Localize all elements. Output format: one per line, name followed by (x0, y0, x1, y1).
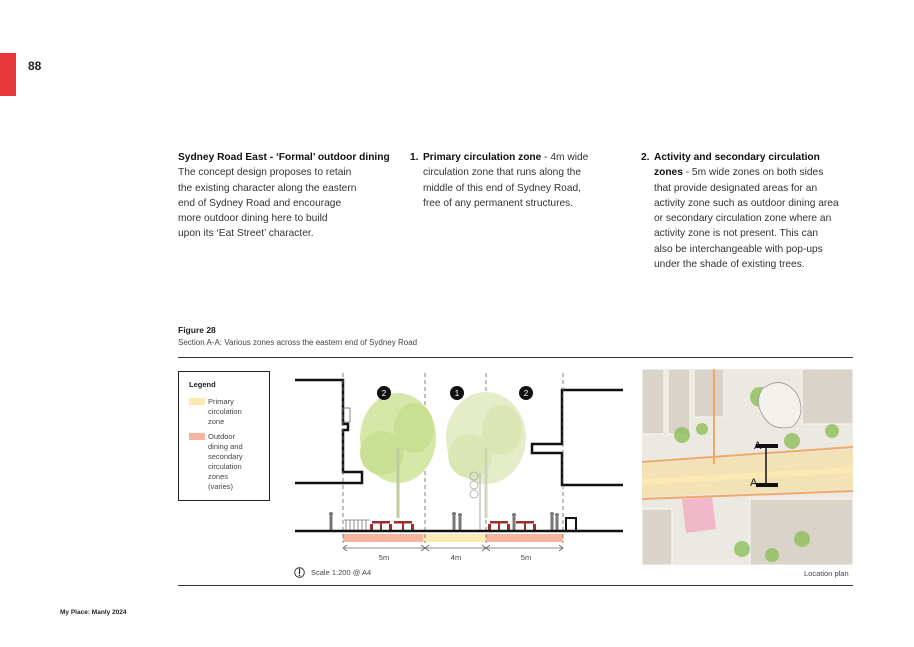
scale-text: Scale 1:200 @ A4 (311, 568, 372, 577)
zone1-line: circulation zone that runs along the (423, 167, 582, 179)
zone-band-center (423, 534, 486, 542)
zone2-line: activity zone is not present. This can (654, 228, 819, 240)
zone2-column (641, 150, 856, 272)
figure-title: Figure 28 (178, 325, 216, 335)
legend-text: circulation (208, 407, 242, 416)
zone2-line: under the shade of existing trees. (654, 259, 805, 271)
building-left (295, 380, 362, 483)
fence (344, 520, 370, 531)
legend-swatch-primary (189, 398, 205, 405)
kiosk (566, 518, 576, 531)
zone2-line: that provide designated areas for an (654, 182, 818, 194)
dining-set-left (370, 521, 414, 531)
svg-text:2: 2 (381, 389, 387, 398)
legend-text: zone (208, 417, 225, 426)
intro-line: more outdoor dining here to build (178, 213, 328, 225)
intro-column (178, 150, 393, 242)
intro-line: the existing character along the eastern (178, 182, 357, 194)
zone-marker-left (377, 386, 391, 400)
location-plan-label: Location plan (804, 569, 849, 578)
section-letter: A (754, 440, 762, 452)
legend-text: secondary (208, 452, 243, 461)
section-letter: A (750, 477, 758, 489)
zone2-line: activity zone such as outdoor dining area (654, 197, 839, 209)
zone2-line: also be interchangeable with pop-ups (654, 243, 823, 255)
legend-box (178, 371, 270, 501)
legend-text: dining and (208, 442, 243, 451)
legend-title: Legend (189, 380, 216, 389)
dining-set-right (488, 521, 536, 531)
figure-top-rule (178, 357, 853, 358)
section-drawing (290, 368, 625, 566)
intro-line: end of Sydney Road and encourage (178, 197, 342, 209)
zone-marker-center (450, 386, 464, 400)
dimension-label: 5m (378, 553, 390, 562)
page-number: 88 (28, 59, 42, 73)
legend-text: Primary (208, 397, 234, 406)
svg-text:1: 1 (454, 389, 460, 398)
zone1-column (410, 150, 610, 211)
zone1-line: middle of this end of Sydney Road, (423, 182, 582, 194)
page-accent-tab (0, 53, 16, 96)
zone2-line: or secondary circulation zone where an (654, 213, 832, 225)
tree-right (446, 392, 526, 518)
zone1-title: Primary circulation zone (423, 152, 542, 163)
dimension-label: 4m (450, 553, 462, 562)
zone1-title-rest: - 4m wide (541, 152, 589, 163)
zone2-number: 2. (641, 152, 650, 163)
zone2-title-rest: - 5m wide zones on both sides (682, 167, 824, 179)
intro-line: The concept design proposes to retain (178, 167, 352, 179)
building-right (532, 390, 623, 485)
legend-item-primary (189, 397, 259, 427)
zone1-line: free of any permanent structures. (423, 197, 574, 209)
zone1-number: 1. (410, 152, 419, 163)
zone2-title-line2: zones (654, 167, 683, 179)
scale-note (294, 567, 371, 578)
legend-text: circulation (208, 462, 242, 471)
location-plan (642, 369, 853, 565)
figure-bottom-rule (178, 585, 853, 586)
zone-marker-right (519, 386, 533, 400)
location-map (642, 369, 853, 565)
zone-band-right (486, 534, 563, 542)
north-arrow-icon (294, 567, 305, 578)
legend-item-outdoor (189, 432, 259, 492)
intro-heading: Sydney Road East - ‘Formal’ outdoor dining (178, 152, 390, 163)
zone2-title-line1: Activity and secondary circulation (654, 152, 820, 163)
legend-text: Outdoor (208, 432, 236, 441)
legend-text: zones (208, 472, 229, 481)
legend-swatch-outdoor (189, 433, 205, 440)
page-footer: My Place: Manly 2024 (60, 609, 127, 616)
figure-subtitle: Section A-A: Various zones across the eastern end of Sydney Road (178, 338, 418, 347)
dimension-label: 5m (520, 553, 532, 562)
svg-text:2: 2 (523, 389, 529, 398)
zone-band-left (343, 534, 423, 542)
intro-line: upon its ‘Eat Street’ character. (178, 228, 314, 240)
legend-text: (varies) (208, 482, 234, 491)
